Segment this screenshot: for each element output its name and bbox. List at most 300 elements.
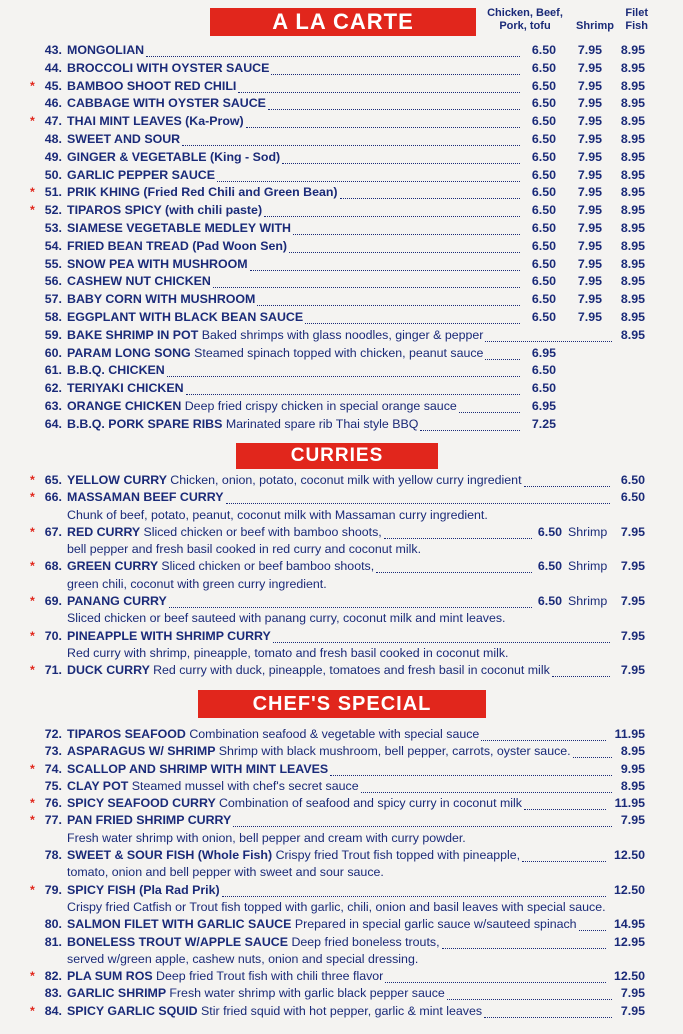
- price-fish: 8.95: [620, 60, 645, 75]
- leader-dots: [213, 270, 520, 288]
- item-description: Prepared in special garlic sauce w/sauteed spinach: [294, 917, 577, 932]
- item-title: THAI MINT LEAVES (Ka-Prow): [67, 114, 244, 129]
- item-title: TIPAROS SEAFOOD: [67, 727, 186, 741]
- item-title: TIPAROS SPICY (with chili paste): [67, 203, 263, 218]
- menu-item: [0, 593, 683, 610]
- price-base: 6.50: [537, 559, 562, 574]
- price: 7.95: [620, 1003, 645, 1018]
- item-title: PLA SUM ROS: [67, 969, 153, 984]
- price-shrimp: 7.95: [577, 220, 602, 235]
- item-name: [67, 778, 359, 795]
- item-number: 49.: [44, 149, 62, 164]
- leader-dots: [579, 913, 606, 931]
- price: 12.95: [613, 934, 645, 949]
- leader-dots: [169, 590, 532, 608]
- price-fish: 8.95: [620, 309, 645, 324]
- leader-dots: [385, 965, 606, 983]
- item-title: SALMON FILET WITH GARLIC SAUCE: [67, 917, 292, 932]
- item-name: [67, 362, 165, 380]
- price-chicken: 6.50: [531, 203, 556, 218]
- price-shrimp: 7.95: [577, 131, 602, 146]
- price: 9.95: [620, 761, 645, 776]
- item-number: 50.: [44, 167, 62, 182]
- item-title: PINEAPPLE WITH SHRIMP CURRY: [67, 628, 271, 643]
- price: 12.50: [613, 848, 645, 863]
- item-name: [67, 524, 382, 541]
- item-number: 81.: [44, 934, 62, 949]
- a-la-carte-banner: A LA CARTE: [210, 8, 476, 36]
- menu-item: [0, 380, 683, 398]
- item-title: PRIK KHING (Fried Red Chili and Green Bean): [67, 185, 338, 200]
- price: 8.95: [620, 778, 645, 793]
- item-number: 45.: [44, 78, 62, 93]
- spicy-marker: *: [30, 473, 35, 487]
- price-chicken: 6.50: [531, 149, 556, 164]
- price: 6.50: [620, 490, 645, 505]
- menu-item: [0, 628, 683, 645]
- item-name: [67, 291, 255, 309]
- item-name: [67, 309, 303, 327]
- item-description: Stir fried squid with hot pepper, garlic & mint leaves: [201, 1003, 483, 1018]
- leader-dots: [485, 342, 520, 360]
- leader-dots: [522, 844, 606, 862]
- leader-dots: [250, 253, 520, 271]
- item-name: [67, 78, 236, 96]
- item-name: [67, 202, 262, 220]
- price: 14.95: [613, 917, 645, 932]
- item-name: [67, 398, 457, 416]
- leader-dots: [146, 39, 520, 57]
- price-chicken: 6.50: [531, 292, 556, 307]
- menu-item: [0, 489, 683, 506]
- item-name: [67, 327, 483, 345]
- price-fish: 8.95: [620, 220, 645, 235]
- price-shrimp: 7.95: [577, 256, 602, 271]
- shrimp-label: Shrimp: [568, 594, 608, 609]
- spicy-marker: *: [30, 524, 35, 539]
- leader-dots: [384, 521, 532, 539]
- item-name: [67, 42, 144, 60]
- item-continuation: Chunk of beef, potato, peanut, coconut milk with Massaman curry ingredient.: [67, 507, 488, 522]
- menu-item: [0, 524, 683, 541]
- item-name: [67, 1003, 482, 1020]
- item-description: Marinated spare rib Thai style BBQ: [225, 416, 419, 431]
- leader-dots: [552, 659, 610, 677]
- item-name: [67, 167, 215, 185]
- item-title: PARAM LONG SONG: [67, 345, 191, 360]
- curries-banner: CURRIES: [236, 443, 438, 469]
- item-description: Chicken, onion, potato, coconut milk with yellow curry ingredient: [170, 473, 522, 487]
- item-name: [67, 847, 520, 864]
- spicy-marker: *: [30, 663, 35, 678]
- item-title: FRIED BEAN TREAD (Pad Woon Sen): [67, 238, 288, 253]
- price-chicken: 6.50: [531, 381, 556, 396]
- item-number: 63.: [44, 398, 62, 413]
- price-shrimp: 7.95: [577, 309, 602, 324]
- price-chicken: 6.50: [531, 43, 556, 57]
- item-title: SPICY GARLIC SQUID: [67, 1003, 198, 1018]
- item-number: 57.: [44, 292, 62, 307]
- leader-dots: [485, 324, 612, 342]
- price-chicken: 6.50: [531, 185, 556, 200]
- item-title: DUCK CURRY: [67, 663, 150, 678]
- menu-item: [0, 558, 683, 575]
- price-fish: 8.95: [620, 292, 645, 307]
- item-title: GARLIC SHRIMP: [67, 986, 166, 1001]
- item-description: Crispy fried Trout fish topped with pineapple,: [275, 848, 521, 863]
- price-fish: 8.95: [620, 185, 645, 200]
- item-number: 73.: [44, 744, 62, 759]
- leader-dots: [271, 57, 520, 75]
- menu-item: [0, 934, 683, 951]
- item-number: 79.: [44, 882, 62, 897]
- item-name: [67, 95, 266, 113]
- price-chicken: 6.50: [531, 220, 556, 235]
- item-title: PANANG CURRY: [67, 594, 167, 609]
- price-shrimp: 7.95: [577, 238, 602, 253]
- item-title: ORANGE CHICKEN: [67, 398, 182, 413]
- leader-dots: [233, 809, 612, 827]
- item-title: BAKE SHRIMP IN POT: [67, 327, 199, 342]
- item-name: [67, 726, 479, 743]
- price-fish: 8.95: [620, 131, 645, 146]
- item-number: 58.: [44, 309, 62, 324]
- item-description: Deep fried crispy chicken in special orange sauce: [184, 398, 457, 413]
- item-title: GARLIC PEPPER SAUCE: [67, 167, 216, 182]
- item-continuation: Sliced chicken or beef sauteed with panang curry, coconut milk and mint leaves.: [67, 611, 506, 626]
- item-description: Deep fried boneless trouts,: [291, 934, 440, 949]
- col-header-chicken: Chicken, Beef, Pork, tofu: [487, 7, 563, 32]
- item-number: 76.: [44, 796, 62, 811]
- menu-item: [0, 882, 683, 899]
- item-name: [67, 662, 550, 679]
- item-title: CABBAGE WITH OYSTER SAUCE: [67, 96, 266, 111]
- price-shrimp: 7.95: [577, 274, 602, 289]
- leader-dots: [293, 217, 520, 235]
- price-fish: 8.95: [620, 167, 645, 182]
- item-number: 55.: [44, 256, 62, 271]
- spicy-marker: *: [30, 203, 35, 218]
- price-shrimp: 7.95: [577, 60, 602, 75]
- item-number: 46.: [44, 96, 62, 111]
- spicy-marker: *: [30, 185, 35, 200]
- price-shrimp: 7.95: [577, 149, 602, 164]
- price-chicken: 6.50: [531, 96, 556, 111]
- item-number: 78.: [44, 848, 62, 863]
- leader-dots: [447, 982, 612, 1000]
- leader-dots: [257, 288, 520, 306]
- item-number: 54.: [44, 238, 62, 253]
- price-chicken: 6.50: [531, 114, 556, 129]
- menu-item: [0, 1003, 683, 1020]
- item-number: 72.: [44, 727, 62, 741]
- price-fish: 8.95: [620, 149, 645, 164]
- col-header-fish: Filet Fish: [625, 7, 648, 32]
- menu-item: [0, 398, 683, 416]
- price: 12.50: [613, 969, 645, 984]
- leader-dots: [273, 625, 610, 643]
- price-chicken: 6.50: [531, 363, 556, 378]
- item-title: TERIYAKI CHICKEN: [67, 381, 184, 396]
- item-number: 52.: [44, 203, 62, 218]
- item-title: MONGOLIAN: [67, 43, 145, 57]
- item-number: 83.: [44, 986, 62, 1001]
- item-description: Baked shrimps with glass noodles, ginger & pepper: [201, 327, 484, 342]
- leader-dots: [330, 758, 612, 776]
- item-title: SPICY SEAFOOD CURRY: [67, 796, 216, 811]
- item-number: 70.: [44, 628, 62, 643]
- leader-dots: [217, 164, 520, 182]
- leader-dots: [268, 92, 520, 110]
- price-shrimp: 7.95: [577, 185, 602, 200]
- leader-dots: [282, 146, 520, 164]
- item-title: B.B.Q. PORK SPARE RIBS: [67, 416, 223, 431]
- item-number: 77.: [44, 813, 62, 828]
- price-base: 6.50: [537, 594, 562, 609]
- item-number: 82.: [44, 969, 62, 984]
- item-number: 59.: [44, 327, 62, 342]
- item-title: PAN FRIED SHRIMP CURRY: [67, 813, 232, 828]
- item-title: RED CURRY: [67, 524, 140, 539]
- item-name: [67, 761, 328, 778]
- price-chicken: 6.50: [531, 309, 556, 324]
- item-number: 43.: [44, 43, 62, 57]
- price-shrimp: 7.95: [577, 114, 602, 129]
- leader-dots: [524, 469, 610, 487]
- item-name: [67, 131, 180, 149]
- price: 7.95: [620, 663, 645, 678]
- spicy-marker: *: [30, 490, 35, 505]
- price-shrimp: 7.95: [620, 594, 645, 609]
- price: 6.50: [620, 473, 645, 487]
- menu-item: [0, 416, 683, 434]
- price-fish: 8.95: [620, 43, 645, 57]
- leader-dots: [289, 235, 520, 253]
- item-name: [67, 273, 211, 291]
- leader-dots: [340, 181, 520, 199]
- item-title: SPICY FISH (Pla Rad Prik): [67, 882, 220, 897]
- item-name: [67, 882, 220, 899]
- item-continuation: tomato, onion and bell pepper with sweet and sour sauce.: [67, 865, 384, 880]
- item-title: BABY CORN WITH MUSHROOM: [67, 292, 256, 307]
- price-base: 6.50: [537, 524, 562, 539]
- chefs-special-banner: CHEF'S SPECIAL: [198, 690, 486, 718]
- spicy-marker: *: [30, 969, 35, 984]
- spicy-marker: *: [30, 796, 35, 811]
- item-title: YELLOW CURRY: [67, 473, 167, 487]
- item-number: 53.: [44, 220, 62, 235]
- item-number: 74.: [44, 761, 62, 776]
- price-shrimp: 7.95: [577, 43, 602, 57]
- item-description: Shrimp with black mushroom, bell pepper, carrots, oyster sauce.: [218, 744, 571, 759]
- price: 11.95: [614, 796, 645, 811]
- price-chicken: 6.50: [531, 78, 556, 93]
- leader-dots: [226, 486, 611, 504]
- item-title: SNOW PEA WITH MUSHROOM: [67, 256, 248, 271]
- item-number: 71.: [44, 663, 62, 678]
- leader-dots: [182, 128, 520, 146]
- price-chicken: 6.50: [531, 60, 556, 75]
- spicy-marker: *: [30, 882, 35, 897]
- chefs-special-list: [0, 726, 683, 1020]
- item-title: ASPARAGUS W/ SHRIMP: [67, 744, 216, 759]
- item-description: Sliced chicken or beef bamboo shoots,: [161, 559, 375, 574]
- spicy-marker: *: [30, 1003, 35, 1018]
- item-continuation: Red curry with shrimp, pineapple, tomato and fresh basil cooked in coconut milk.: [67, 645, 509, 660]
- item-title: GREEN CURRY: [67, 559, 158, 574]
- price-fish: 8.95: [620, 96, 645, 111]
- price-chicken: 6.50: [531, 167, 556, 182]
- item-title: BONELESS TROUT W/APPLE SAUCE: [67, 934, 288, 949]
- item-continuation: Crispy fried Catfish or Trout fish topped with garlic, chili, onion and basil leaves with special sauce.: [67, 899, 606, 914]
- price: 8.95: [620, 744, 645, 759]
- leader-dots: [305, 306, 520, 324]
- item-name: [67, 985, 445, 1002]
- leader-dots: [238, 75, 520, 93]
- spicy-marker: *: [30, 78, 35, 93]
- shrimp-label: Shrimp: [568, 524, 608, 539]
- item-number: 84.: [44, 1003, 62, 1018]
- item-title: SWEET & SOUR FISH (Whole Fish): [67, 848, 273, 863]
- price-fish: 8.95: [620, 238, 645, 253]
- leader-dots: [186, 377, 520, 395]
- item-number: 69.: [44, 594, 62, 609]
- price-fish: 8.95: [620, 327, 645, 342]
- price-fish: 8.95: [620, 203, 645, 218]
- shrimp-label: Shrimp: [568, 559, 608, 574]
- item-description: Red curry with duck, pineapple, tomatoes and fresh basil in coconut milk: [153, 663, 550, 678]
- price-shrimp: 7.95: [577, 167, 602, 182]
- item-number: 67.: [44, 524, 62, 539]
- item-name: [67, 220, 291, 238]
- a-la-carte-list: [0, 42, 683, 434]
- leader-dots: [442, 931, 606, 949]
- item-name: [67, 380, 184, 398]
- price-fish: 8.95: [620, 274, 645, 289]
- price: 7.95: [620, 986, 645, 1001]
- leader-dots: [420, 413, 520, 431]
- leader-dots: [573, 740, 612, 758]
- price-shrimp: 7.95: [620, 559, 645, 574]
- item-description: Deep fried Trout fish with chili three flavor: [156, 969, 384, 984]
- leader-dots: [484, 1000, 612, 1018]
- item-title: SWEET AND SOUR: [67, 131, 181, 146]
- item-number: 62.: [44, 381, 62, 396]
- leader-dots: [524, 792, 606, 810]
- item-title: CLAY POT: [67, 778, 129, 793]
- leader-dots: [167, 359, 520, 377]
- item-title: EGGPLANT WITH BLACK BEAN SAUCE: [67, 309, 304, 324]
- price-chicken: 6.50: [531, 238, 556, 253]
- item-description: Fresh water shrimp with garlic black pepper sauce: [169, 986, 445, 1001]
- price-shrimp: 7.95: [577, 78, 602, 93]
- leader-dots: [459, 395, 520, 413]
- price: 7.95: [620, 628, 645, 643]
- menu-item: [0, 662, 683, 679]
- item-continuation: bell pepper and fresh basil cooked in red curry and coconut milk.: [67, 542, 422, 557]
- menu-item: [0, 812, 683, 829]
- item-number: 75.: [44, 778, 62, 793]
- item-name: [67, 968, 383, 985]
- item-number: 56.: [44, 274, 62, 289]
- item-number: 66.: [44, 490, 62, 505]
- item-name: [67, 489, 224, 506]
- item-name: [67, 558, 374, 575]
- spicy-marker: *: [30, 761, 35, 776]
- item-number: 47.: [44, 114, 62, 129]
- price-fish: 8.95: [620, 78, 645, 93]
- item-number: 51.: [44, 185, 62, 200]
- curries-list: [0, 472, 683, 680]
- price: 12.50: [613, 882, 645, 897]
- price-chicken: 6.95: [531, 345, 556, 360]
- leader-dots: [481, 723, 606, 741]
- spicy-marker: *: [30, 559, 35, 574]
- leader-dots: [376, 555, 532, 573]
- price-fish: 8.95: [620, 114, 645, 129]
- price-chicken: 6.50: [531, 274, 556, 289]
- item-description: Combination seafood & vegetable with special sauce: [189, 727, 480, 741]
- item-title: MASSAMAN BEEF CURRY: [67, 490, 224, 505]
- item-number: 80.: [44, 917, 62, 932]
- item-number: 65.: [44, 473, 62, 487]
- item-description: Steamed spinach topped with chicken, peanut sauce: [194, 345, 484, 360]
- item-number: 64.: [44, 416, 62, 431]
- item-description: Combination of seafood and spicy curry in coconut milk: [218, 796, 522, 811]
- item-number: 44.: [44, 60, 62, 75]
- leader-dots: [222, 879, 606, 897]
- spicy-marker: *: [30, 813, 35, 828]
- item-title: SCALLOP AND SHRIMP WITH MINT LEAVES: [67, 761, 329, 776]
- price-shrimp: 7.95: [577, 96, 602, 111]
- price-chicken: 6.50: [531, 131, 556, 146]
- item-number: 68.: [44, 559, 62, 574]
- price-shrimp: 7.95: [620, 524, 645, 539]
- item-title: CASHEW NUT CHICKEN: [67, 274, 211, 289]
- item-continuation: served w/green apple, cashew nuts, onion and special dressing.: [67, 951, 419, 966]
- price: 7.95: [620, 813, 645, 828]
- item-number: 60.: [44, 345, 62, 360]
- menu-item: [0, 847, 683, 864]
- spicy-marker: *: [30, 114, 35, 129]
- price-chicken: 7.25: [531, 416, 556, 431]
- item-title: SIAMESE VEGETABLE MEDLEY WITH: [67, 220, 291, 235]
- price-shrimp: 7.95: [577, 292, 602, 307]
- item-number: 48.: [44, 131, 62, 146]
- col-header-shrimp: Shrimp: [576, 20, 614, 32]
- item-name: [67, 593, 167, 610]
- item-name: [67, 416, 418, 434]
- spicy-marker: *: [30, 594, 35, 609]
- price-fish: 8.95: [620, 256, 645, 271]
- price-shrimp: 7.95: [577, 203, 602, 218]
- item-description: Sliced chicken or beef with bamboo shoots,: [143, 524, 382, 539]
- leader-dots: [361, 775, 612, 793]
- item-name: [67, 934, 440, 951]
- spicy-marker: *: [30, 628, 35, 643]
- leader-dots: [246, 110, 520, 128]
- menu-item: [0, 327, 683, 345]
- price-chicken: 6.50: [531, 256, 556, 271]
- item-description: Steamed mussel with chef's secret sauce: [131, 778, 359, 793]
- item-continuation: Fresh water shrimp with onion, bell pepper and cream with curry powder.: [67, 830, 466, 845]
- item-continuation: green chili, coconut with green curry ingredient.: [67, 576, 327, 591]
- price-chicken: 6.95: [531, 398, 556, 413]
- item-name: [67, 812, 231, 829]
- leader-dots: [264, 199, 520, 217]
- item-title: BROCCOLI WITH OYSTER SAUCE: [67, 60, 270, 75]
- price: 11.95: [614, 727, 645, 741]
